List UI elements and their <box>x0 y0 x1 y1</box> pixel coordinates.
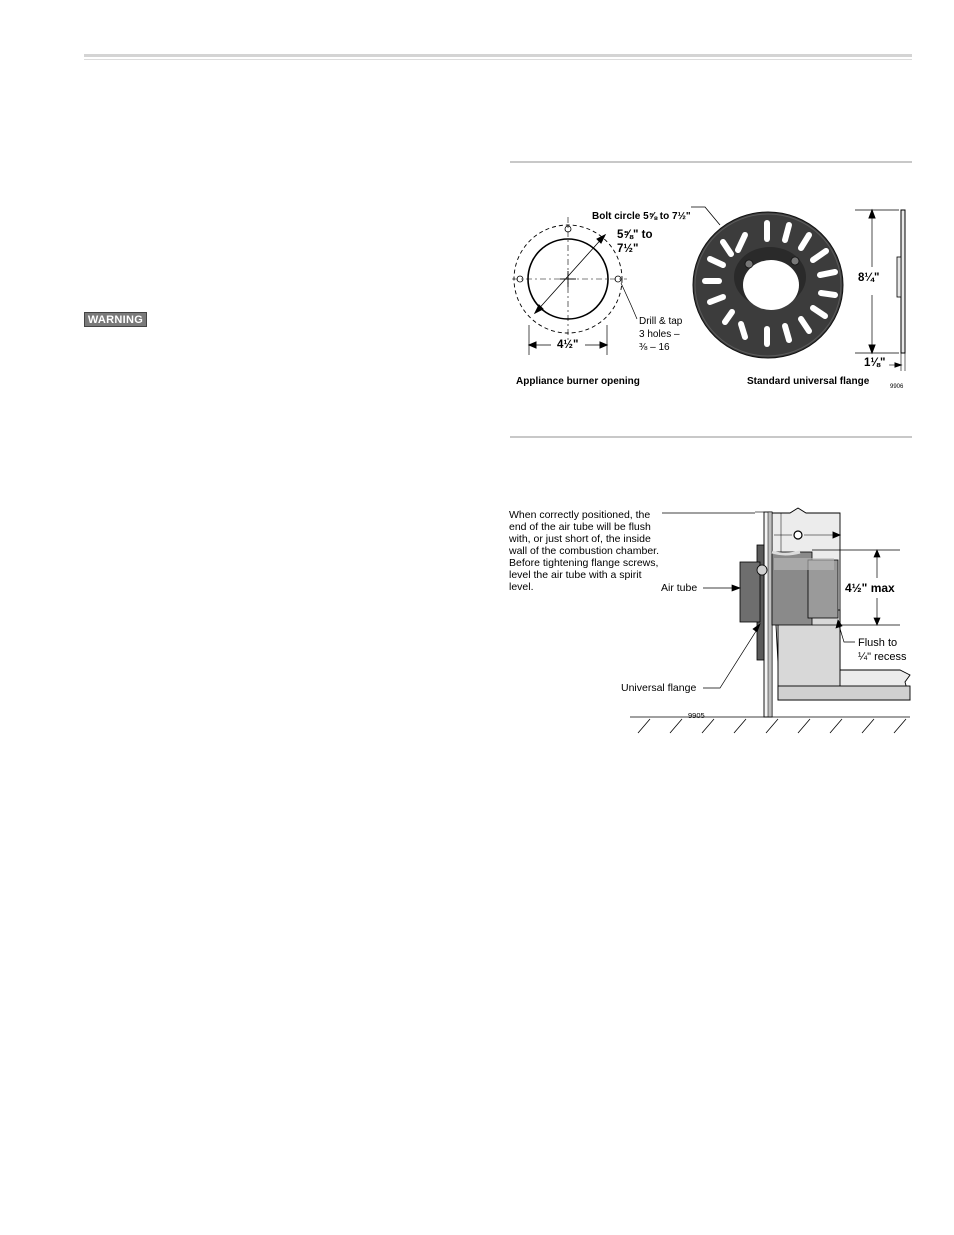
drill-label-3: ⅜ – 16 <box>639 342 670 353</box>
bolt-range-label-1: 5⅝" to <box>617 229 653 241</box>
caption-burner-opening: Appliance burner opening <box>516 376 640 387</box>
floor-hatching <box>630 717 910 733</box>
universal-flange-diagram <box>691 207 843 358</box>
bolt-range-label-2: 7½" <box>617 243 639 255</box>
thickness-dim-label: 1⅛" <box>864 357 886 369</box>
figure2-number: 9905 <box>688 711 705 720</box>
figure2-top-rule <box>510 436 912 438</box>
flush-label-2: ¼" recess <box>858 651 907 663</box>
figure2-drawing <box>600 500 915 740</box>
flush-label-1: Flush to <box>858 637 898 649</box>
installation-note: When correctly positioned, the end of the air tube will be flush with, or just short of, the inside wall of the combustion chamber. Before tightening flange screws, level the air tube with a spirit level. <box>509 509 659 593</box>
opening-dim-label: 4½" <box>557 339 579 351</box>
header-rule-thin <box>84 59 912 60</box>
figure1-top-rule <box>510 161 912 163</box>
max-dim-label: 4½" max <box>845 581 895 595</box>
figure1-number: 9906 <box>890 384 904 390</box>
warning-badge: WARNING <box>84 312 147 327</box>
height-dim-label: 8¼" <box>858 272 880 284</box>
figure1-drawing <box>505 195 915 395</box>
flange-side-view <box>855 210 905 371</box>
caption-universal-flange: Standard universal flange <box>747 376 870 387</box>
air-tube-diagram <box>740 552 838 625</box>
drill-label-2: 3 holes – <box>639 329 680 340</box>
bolt-circle-label: Bolt circle 5⅝ to 7½" <box>592 211 691 222</box>
drill-label-1: Drill & tap <box>639 316 683 327</box>
universal-flange-label: Universal flange <box>621 682 697 694</box>
header-rule <box>84 54 912 57</box>
air-tube-label: Air tube <box>661 582 698 594</box>
